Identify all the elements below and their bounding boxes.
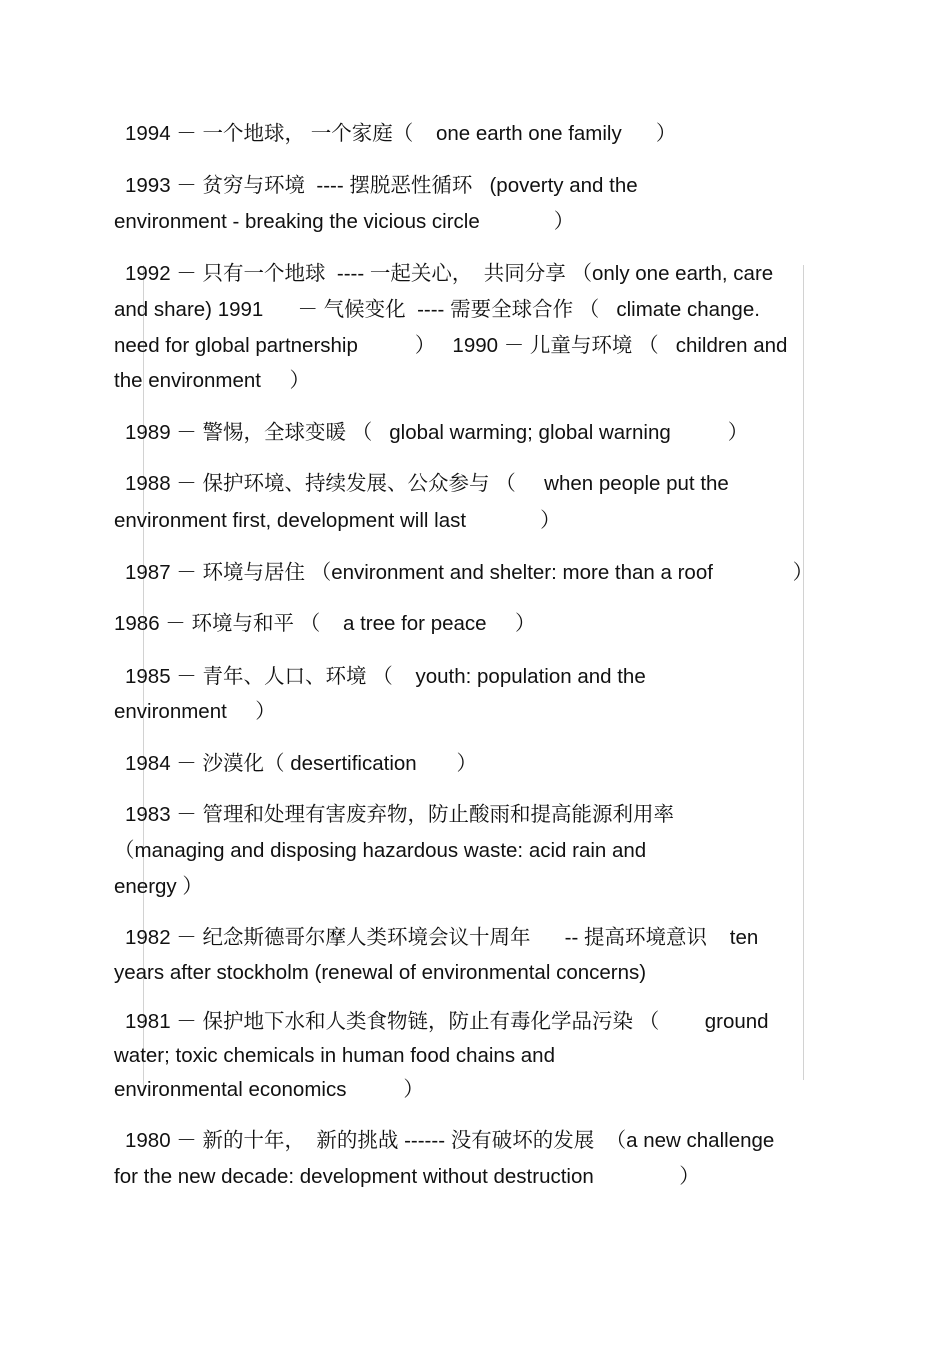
entry-1990-cont: the environment ） bbox=[114, 369, 310, 392]
entry-1982: 1982 － 纪念斯德哥尔摩人类环境会议十周年 -- 提高环境意识 ten bbox=[125, 926, 759, 949]
entry-1993: 1993 － 贫穷与环境 ---- 摆脱恶性循环 (poverty and the bbox=[125, 174, 638, 197]
entry-1984: 1984 － 沙漠化（ desertification ） bbox=[125, 752, 478, 775]
entry-1980: 1980 － 新的十年， 新的挑战 ------ 没有破坏的发展 （a new challenge bbox=[125, 1129, 775, 1152]
entry-1994: 1994 － 一个地球， 一个家庭（ one earth one family ） bbox=[125, 122, 677, 145]
entry-1988-cont: environment first, development will last ） bbox=[114, 509, 561, 532]
entry-1986: 1986 － 环境与和平 （ a tree for peace ） bbox=[114, 612, 536, 635]
entry-1987: 1987 － 环境与居住 （environment and shelter: more than a roof ） bbox=[125, 561, 814, 584]
entry-1988: 1988 － 保护环境、持续发展、公众参与 （ when people put the bbox=[125, 472, 729, 495]
entry-1991-1990: need for global partnership ） 1990 － 儿童与环境 （ children and bbox=[114, 334, 788, 357]
entry-1992: 1992 － 只有一个地球 ---- 一起关心， 共同分享 （only one earth, care bbox=[125, 262, 774, 285]
entry-1981-cont: water; toxic chemicals in human food chains and bbox=[114, 1044, 555, 1067]
entry-1989: 1989 － 警惕，全球变暖 （ global warming; global warning ） bbox=[125, 421, 749, 444]
entry-1982-cont: years after stockholm (renewal of environmental concerns) bbox=[114, 961, 647, 984]
entry-1983-cont: （managing and disposing hazardous waste: acid rain and bbox=[114, 839, 647, 862]
entry-1980-cont: for the new decade: development without destruction ） bbox=[114, 1165, 700, 1188]
entry-1992-1991: and share) 1991 － 气候变化 ---- 需要全球合作 （ climate change. bbox=[114, 298, 760, 321]
right-margin-line bbox=[803, 265, 804, 1080]
entry-1993-cont: environment - breaking the vicious circle ） bbox=[114, 210, 575, 233]
entry-1985: 1985 － 青年、人口、环境 （ youth: population and the bbox=[125, 665, 646, 688]
entry-1981-end: environmental economics ） bbox=[114, 1078, 424, 1101]
entry-1985-cont: environment ） bbox=[114, 700, 276, 723]
entry-1981: 1981 － 保护地下水和人类食物链，防止有毒化学品污染 （ ground bbox=[125, 1010, 769, 1033]
entry-1983-end: energy ） bbox=[114, 875, 203, 898]
entry-1983: 1983 － 管理和处理有害废弃物，防止酸雨和提高能源利用率 bbox=[125, 803, 674, 826]
